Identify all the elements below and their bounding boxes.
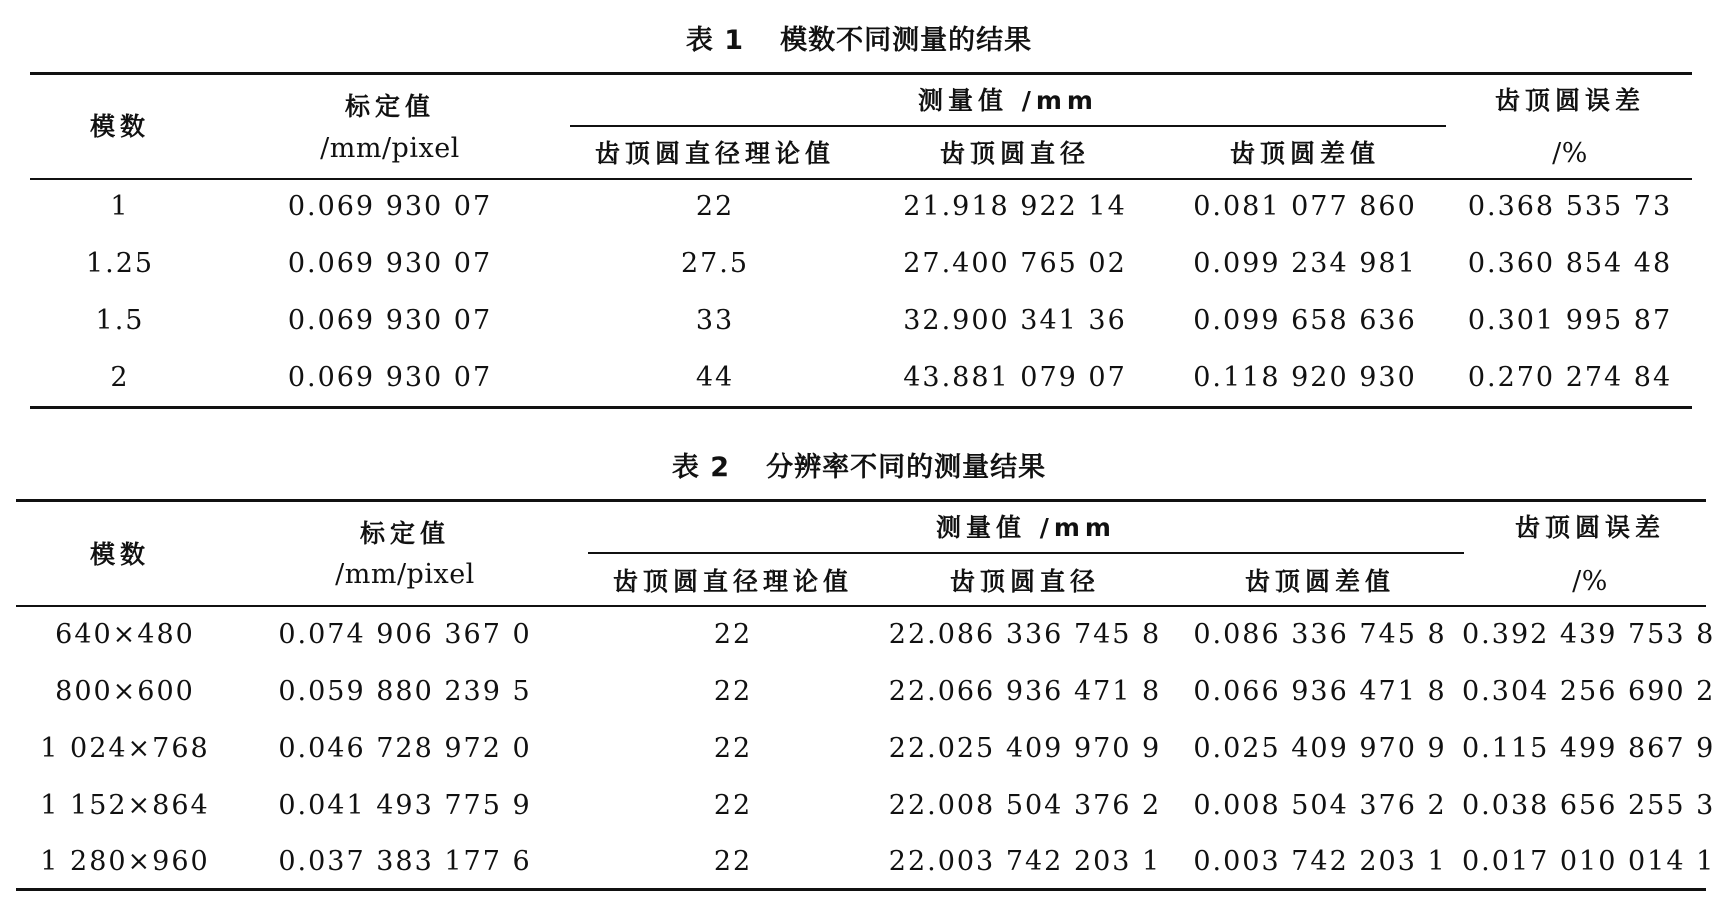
table1-cell-theoretical: 22 [695, 191, 735, 222]
table2-header-error-unit: /% [1572, 566, 1608, 597]
table2-cell-error: 0.392 439 753 8 [1462, 619, 1716, 650]
table2-cell-resolution: 640×480 [55, 619, 195, 650]
table2-cell-theoretical: 22 [713, 733, 753, 764]
table2-cell-difference: 0.025 409 970 9 [1193, 733, 1447, 764]
table2-cell-diameter: 22.003 742 203 1 [888, 846, 1162, 877]
table1-header-rule [30, 178, 1692, 180]
table1-cell-diameter: 32.900 341 36 [903, 305, 1127, 336]
table1-caption-number: 表 1 [685, 25, 745, 56]
table1-cell-error: 0.270 274 84 [1467, 362, 1673, 393]
table2-cell-error: 0.038 656 255 3 [1462, 790, 1716, 821]
table1-header-theoretical: 齿顶圆直径理论值 [594, 139, 835, 168]
table2-cell-resolution: 1 280×960 [40, 846, 210, 877]
table2-cell-calib: 0.041 493 775 9 [278, 790, 532, 821]
table2-cell-resolution: 1 024×768 [40, 733, 210, 764]
table1-cell-difference: 0.099 234 981 [1193, 248, 1417, 279]
table1-cell-difference: 0.099 658 636 [1193, 305, 1417, 336]
table1-cell-calib: 0.069 930 07 [287, 191, 493, 222]
table2-cell-error: 0.017 010 014 1 [1462, 846, 1716, 877]
table2-cell-error: 0.304 256 690 2 [1462, 676, 1716, 707]
table1-cell-diameter: 43.881 079 07 [903, 362, 1127, 393]
table2-cell-theoretical: 22 [713, 676, 753, 707]
table1-bottom-rule [30, 406, 1692, 409]
table1-cell-difference: 0.081 077 860 [1193, 191, 1417, 222]
table2-header-rule [16, 605, 1706, 607]
table1-header-calib-unit: /mm/pixel [320, 133, 460, 164]
table2-caption-title: 分辨率不同的测量结果 [766, 452, 1047, 483]
table2-cell-diameter: 22.066 936 471 8 [888, 676, 1162, 707]
table2-group-rule [588, 552, 1464, 554]
table1-top-rule [30, 72, 1692, 75]
table2-header-modulus: 模数 [89, 540, 150, 569]
table2-header-calib-unit: /mm/pixel [335, 559, 475, 590]
table2-caption-number: 表 2 [671, 452, 731, 483]
table1-header-calib: 标定值 [344, 92, 435, 121]
table1-header-modulus: 模数 [89, 112, 150, 141]
table2-header-diameter: 齿顶圆直径 [949, 567, 1100, 596]
table2-cell-difference: 0.086 336 745 8 [1193, 619, 1447, 650]
table2-cell-calib: 0.037 383 177 6 [278, 846, 532, 877]
table1-cell-theoretical: 27.5 [680, 248, 750, 279]
table2-header-calib: 标定值 [359, 519, 450, 548]
table2-header-theoretical: 齿顶圆直径理论值 [612, 567, 853, 596]
table2-header-measured-group: 测量值 /mm [936, 513, 1116, 542]
table1-header-diameter: 齿顶圆直径 [939, 139, 1090, 168]
table2-cell-error: 0.115 499 867 9 [1462, 733, 1716, 764]
table1-header-difference: 齿顶圆差值 [1229, 139, 1380, 168]
table1-cell-modulus: 2 [110, 362, 130, 393]
table2-cell-theoretical: 22 [713, 619, 753, 650]
table1-cell-theoretical: 44 [695, 362, 735, 393]
table1-cell-theoretical: 33 [695, 305, 735, 336]
table1-cell-modulus: 1.5 [95, 305, 145, 336]
table2-cell-theoretical: 22 [713, 846, 753, 877]
table2-cell-difference: 0.066 936 471 8 [1193, 676, 1447, 707]
table2-header-difference: 齿顶圆差值 [1244, 567, 1395, 596]
table1-header-error-unit: /% [1552, 138, 1588, 169]
table2-bottom-rule [16, 888, 1706, 891]
table1-cell-error: 0.360 854 48 [1467, 248, 1673, 279]
table2-cell-difference: 0.003 742 203 1 [1193, 846, 1447, 877]
table1-cell-modulus: 1 [110, 191, 130, 222]
table1-caption-title: 模数不同测量的结果 [780, 25, 1033, 56]
table2-cell-calib: 0.074 906 367 0 [278, 619, 532, 650]
table2-caption [0, 445, 1718, 484]
table2-cell-calib: 0.046 728 972 0 [278, 733, 532, 764]
table2-cell-theoretical: 22 [713, 790, 753, 821]
table2-cell-calib: 0.059 880 239 5 [278, 676, 532, 707]
table1-group-rule [570, 125, 1446, 127]
table2-cell-resolution: 1 152×864 [40, 790, 210, 821]
table1-caption [0, 18, 1718, 57]
table2-cell-resolution: 800×600 [55, 676, 195, 707]
table2-cell-difference: 0.008 504 376 2 [1193, 790, 1447, 821]
table1-header-measured-group: 测量值 /mm [918, 86, 1098, 115]
table2-header-error: 齿顶圆误差 [1514, 513, 1665, 542]
table1-cell-calib: 0.069 930 07 [287, 248, 493, 279]
table1-header-error: 齿顶圆误差 [1494, 86, 1645, 115]
table1-cell-error: 0.301 995 87 [1467, 305, 1673, 336]
table1-cell-modulus: 1.25 [85, 248, 155, 279]
table1-cell-difference: 0.118 920 930 [1193, 362, 1417, 393]
table1-cell-diameter: 27.400 765 02 [903, 248, 1127, 279]
table1-cell-calib: 0.069 930 07 [287, 362, 493, 393]
table2-cell-diameter: 22.008 504 376 2 [888, 790, 1162, 821]
table2-cell-diameter: 22.025 409 970 9 [888, 733, 1162, 764]
table2-cell-diameter: 22.086 336 745 8 [888, 619, 1162, 650]
table2-top-rule [16, 499, 1706, 502]
table1-cell-error: 0.368 535 73 [1467, 191, 1673, 222]
table1-cell-diameter: 21.918 922 14 [903, 191, 1127, 222]
table1-cell-calib: 0.069 930 07 [287, 305, 493, 336]
